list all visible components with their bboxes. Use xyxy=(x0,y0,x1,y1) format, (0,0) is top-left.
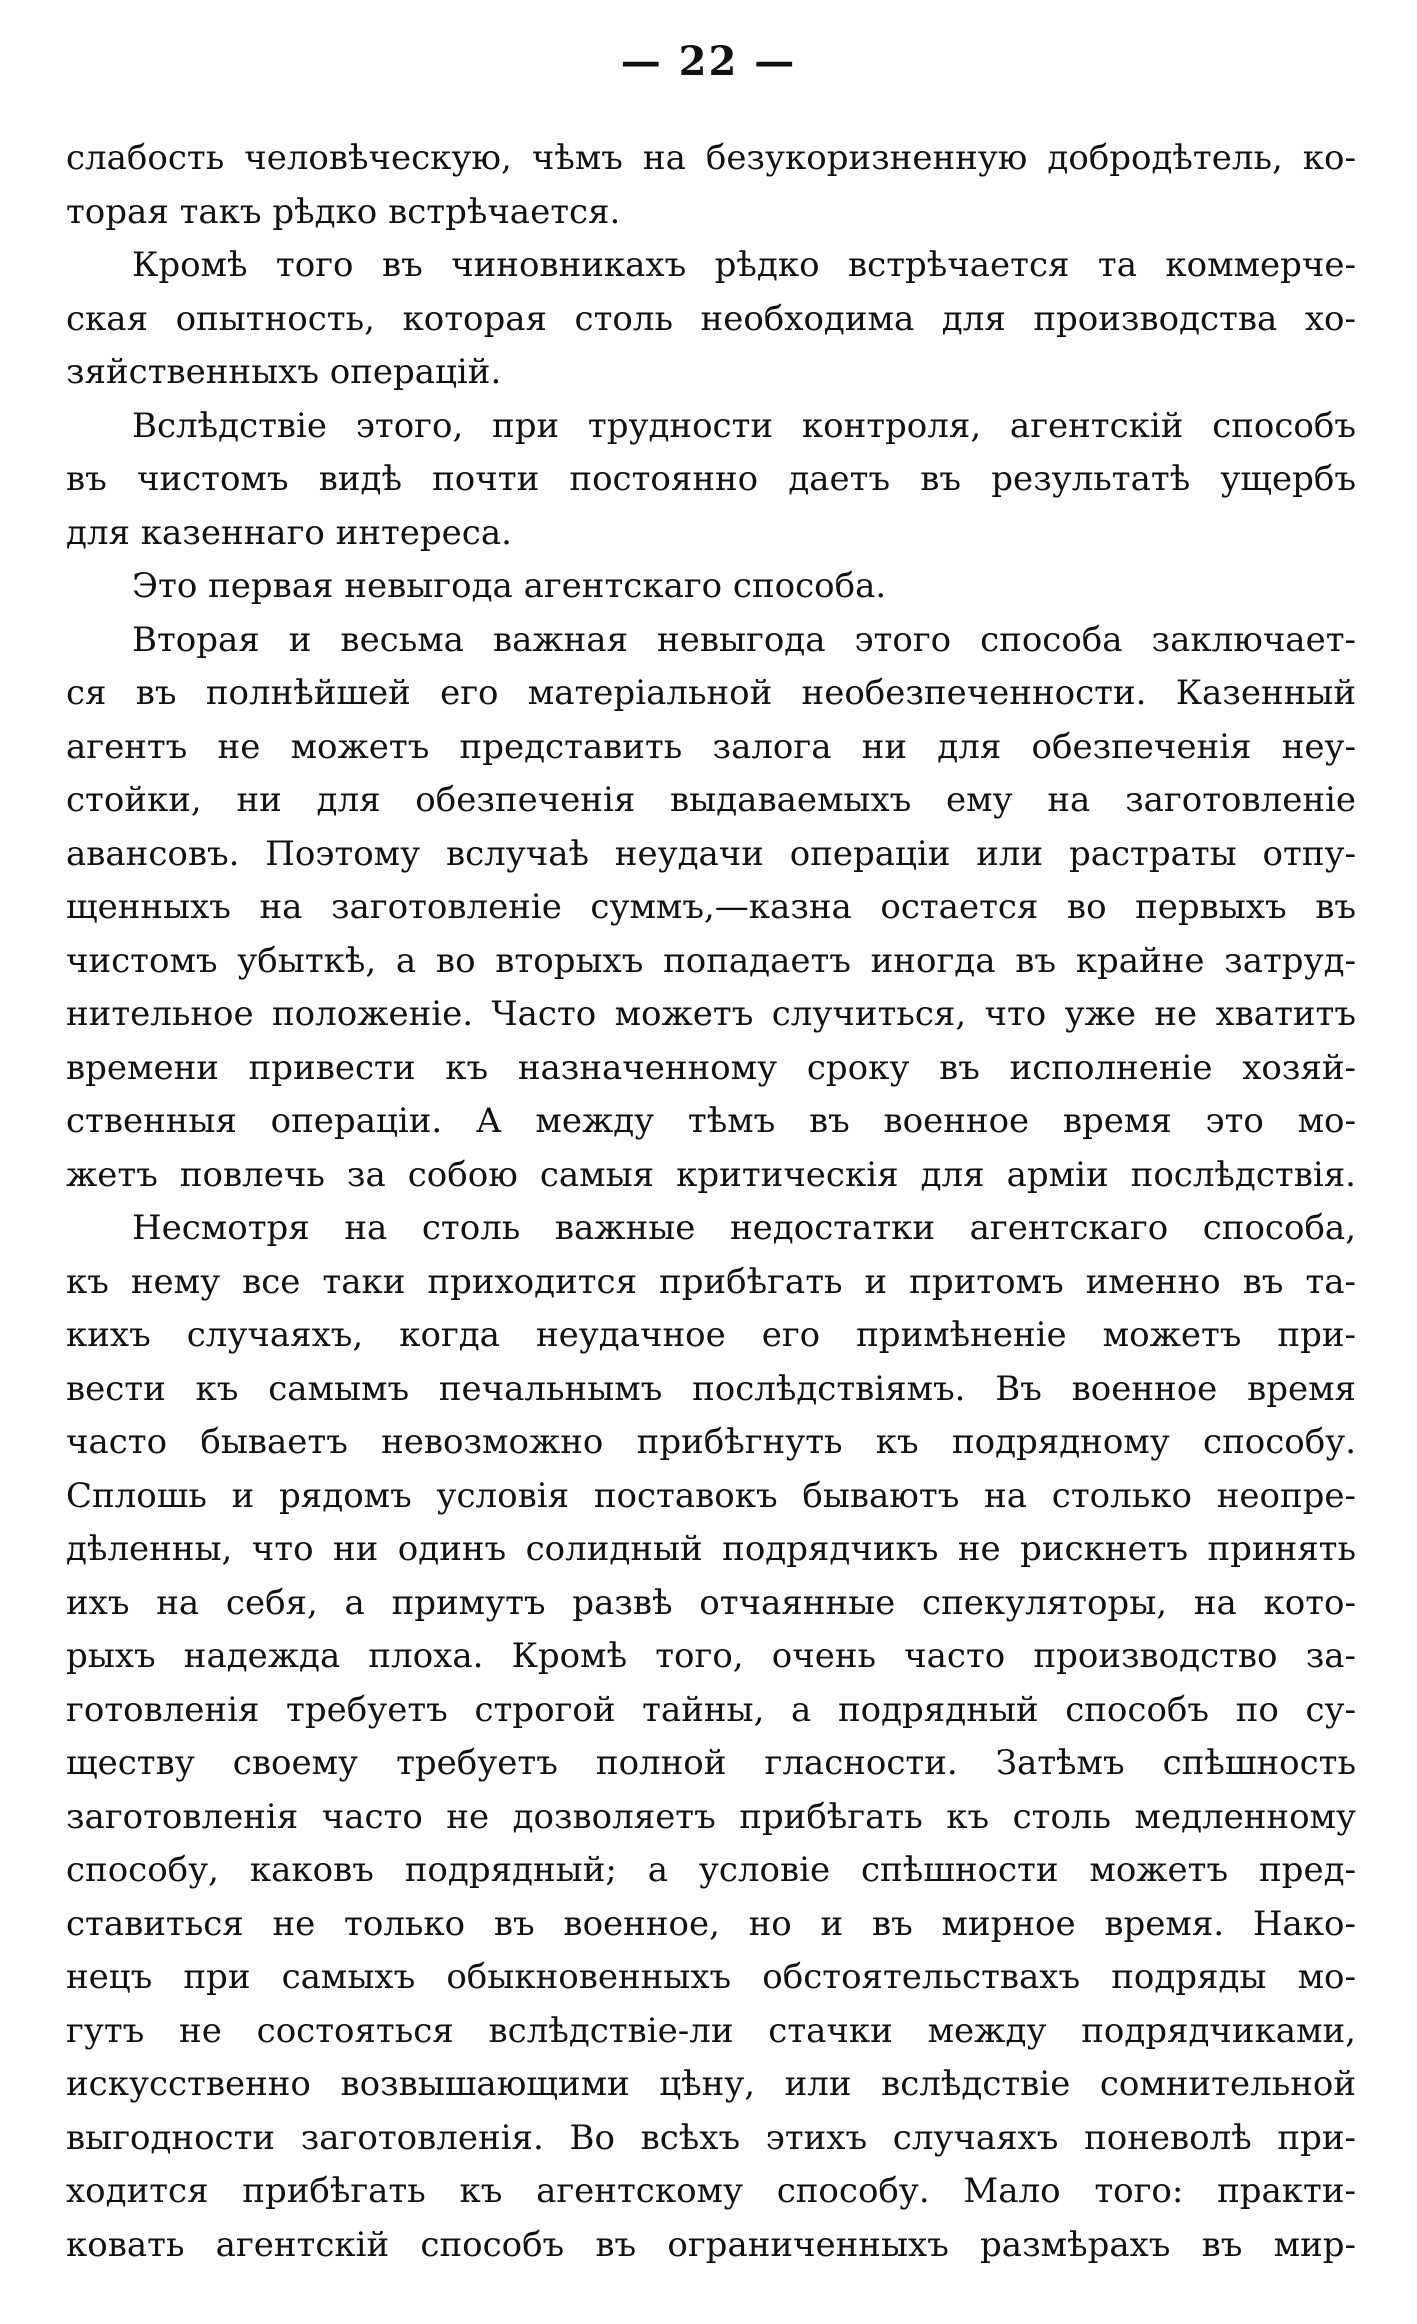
text-line: къ нему все таки приходится прибѣгать и притомъ именно въ та- xyxy=(66,1261,1356,1302)
body-text xyxy=(66,132,1356,2272)
text-line: ихъ на себя, а примутъ развѣ отчаянные спекуляторы, на кото- xyxy=(66,1582,1356,1623)
text-line: дѣленны, что ни одинъ солидный подрядчикъ не рискнетъ принять xyxy=(66,1529,1356,1569)
text-line: ществу своему требуетъ полной гласности. Затѣмъ спѣшность xyxy=(66,1743,1356,1783)
text-line: стойки, ни для обезпеченія выдаваемыхъ ему на заготовленіе xyxy=(66,780,1356,820)
text-line: щенныхъ на заготовленіе суммъ,—казна остается во первыхъ въ xyxy=(66,887,1356,927)
text-line: въ чистомъ видѣ почти постоянно даетъ въ результатѣ ущербъ xyxy=(66,459,1356,499)
text-line: Вслѣдствіе этого, при трудности контроля, агентскій способъ xyxy=(132,405,1356,446)
text-line: авансовъ. Поэтому вслучаѣ неудачи операціи или растраты отпу- xyxy=(66,833,1356,874)
text-line: вести къ самымъ печальнымъ послѣдствіямъ. Въ военное время xyxy=(66,1368,1356,1409)
text-line: зяйственныхъ операцій. xyxy=(66,352,502,392)
text-line: для казеннаго интереса. xyxy=(66,512,512,553)
text-line: заготовленія часто не дозволяетъ прибѣгать къ столь медленному xyxy=(66,1796,1356,1837)
text-line: ся въ полнѣйшей его матеріальной необезпеченности. Казенный xyxy=(66,673,1356,713)
text-line: гутъ не состояться вслѣдствіе-ли стачки между подрядчиками, xyxy=(66,2010,1356,2051)
text-line: ковать агентскій способъ въ ограниченныхъ размѣрахъ въ мир- xyxy=(66,2224,1356,2265)
text-line: ставиться не только въ военное, но и въ мирное время. Нако- xyxy=(66,1903,1356,1944)
text-line: чистомъ убыткѣ, а во вторыхъ попадаетъ иногда въ крайне затруд- xyxy=(66,940,1356,981)
text-line: ская опытность, которая столь необходима для производства хо- xyxy=(66,298,1356,339)
text-line: слабость человѣческую, чѣмъ на безукоризненную добродѣтель, ко- xyxy=(66,138,1356,178)
text-line: Вторая и весьма важная невыгода этого способа заключает- xyxy=(132,619,1356,660)
text-line: выгодности заготовленія. Во всѣхъ этихъ случаяхъ поневолѣ при- xyxy=(66,2117,1356,2158)
text-line: Сплошь и рядомъ условія поставокъ бываютъ на столько неопре- xyxy=(66,1475,1356,1516)
text-line: Это первая невыгода агентскаго способа. xyxy=(132,566,887,606)
text-line: нительное положеніе. Часто можетъ случиться, что уже не хватитъ xyxy=(66,994,1356,1034)
text-line: искусственно возвышающими цѣну, или вслѣдствіе сомнительной xyxy=(66,2064,1356,2104)
text-line: часто бываетъ невозможно прибѣгнуть къ подрядному способу. xyxy=(66,1422,1356,1462)
text-line: времени привести къ назначенному сроку въ исполненіе хозяй- xyxy=(66,1047,1356,1088)
text-line: жетъ повлечь за собою самыя критическія для арміи послѣдствія. xyxy=(66,1154,1356,1195)
text-line: готовленія требуетъ строгой тайны, а подрядный способъ по су- xyxy=(66,1689,1356,1730)
text-line: ходится прибѣгать къ агентскому способу. Мало того: практи- xyxy=(66,2171,1356,2211)
text-line: кихъ случаяхъ, когда неудачное его примѣненіе можетъ при- xyxy=(66,1315,1356,1355)
text-line: способу, каковъ подрядный; а условіе спѣшности можетъ пред- xyxy=(66,1850,1356,1890)
text-line: торая такъ рѣдко встрѣчается. xyxy=(66,191,621,232)
page-number: — 22 — xyxy=(620,38,797,85)
text-line: агентъ не можетъ представить залога ни для обезпеченія неу- xyxy=(66,726,1356,767)
text-line: Несмотря на столь важные недостатки агентскаго способа, xyxy=(132,1208,1356,1248)
text-line: Кромѣ того въ чиновникахъ рѣдко встрѣчается та коммерче- xyxy=(132,245,1356,285)
text-line: рыхъ надежда плоха. Кромѣ того, очень часто производство за- xyxy=(66,1636,1356,1676)
text-line: нецъ при самыхъ обыкновенныхъ обстоятельствахъ подряды мо- xyxy=(66,1957,1356,1997)
text-line: ственныя операціи. А между тѣмъ въ военное время это мо- xyxy=(66,1101,1356,1141)
